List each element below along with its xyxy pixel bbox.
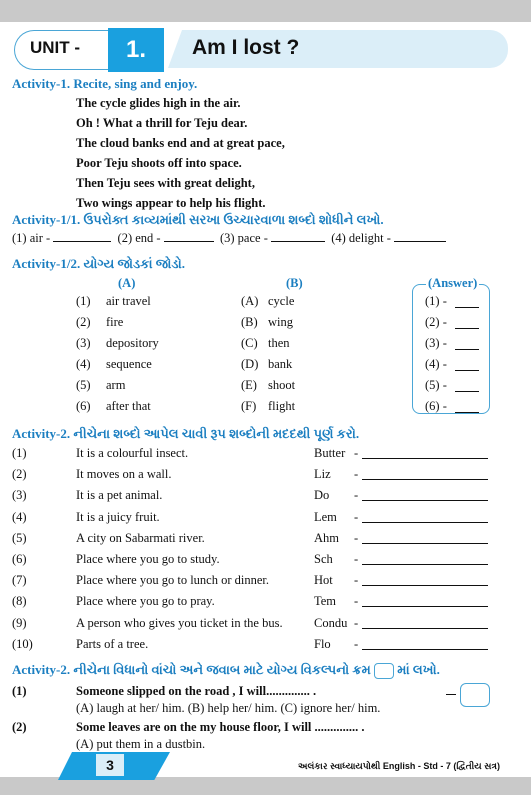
match-item-b: wing (268, 315, 293, 329)
clue-text: It is a pet animal. (76, 488, 163, 503)
match-item-b: then (268, 336, 290, 350)
word-start: Tem (314, 594, 337, 609)
question-text: Some leaves are on the my house floor, I will .............. . (76, 720, 365, 734)
word-blank[interactable] (362, 458, 488, 459)
rhyme-item: (1) air - (12, 231, 51, 245)
word-dash: - (354, 509, 359, 524)
option-box-icon (374, 663, 394, 679)
clue-text: Place where you go to pray. (76, 594, 215, 609)
unit-label: UNIT - (30, 38, 81, 57)
clue-number: (1) (12, 446, 27, 460)
word-blank[interactable] (362, 585, 488, 586)
match-item-b: cycle (268, 294, 295, 308)
clue-text: It is a juicy fruit. (76, 509, 160, 524)
clue-number: (6) (12, 552, 27, 566)
word-blank[interactable] (362, 522, 488, 523)
match-letter: (A) (241, 294, 259, 308)
clue-text: It moves on a wall. (76, 467, 172, 482)
unit-title: Am I lost ? (192, 36, 300, 59)
column-b-header: (B) (286, 276, 303, 290)
match-number: (6) (76, 399, 91, 413)
activity-1-2-title: Activity-1/2. યોગ્ય જોડકાં જોડો. (12, 256, 185, 271)
answer-label: (1) - (425, 294, 447, 308)
answer-blank[interactable] (455, 370, 479, 371)
word-blank[interactable] (362, 564, 488, 565)
match-item-b: flight (268, 399, 296, 413)
word-start: Condu (314, 615, 348, 630)
word-dash: - (354, 615, 359, 630)
poem-line: Two wings appear to help his flight. (76, 196, 266, 210)
activity-2b-title-b: માં લખો. (397, 662, 440, 677)
clue-text: It is a colourful insect. (76, 446, 189, 460)
clue-text: Parts of a tree. (76, 636, 149, 651)
answer-label: (5) - (425, 378, 447, 392)
clue-number: (7) (12, 573, 27, 588)
word-dash: - (354, 530, 359, 545)
poem-line: Oh ! What a thrill for Teju dear. (76, 116, 248, 130)
answer-label: (2) - (425, 315, 447, 329)
clue-number: (10) (12, 636, 33, 651)
poem-line: Then Teju sees with great delight, (76, 176, 255, 190)
match-item-b: shoot (268, 378, 296, 392)
match-letter: (C) (241, 336, 258, 350)
activity-1-1-title: Activity-1/1. ઉપરોક્ત કાવ્યમાંથી સરખા ઉચ્ચારવાળા શબ્દો શોધીને લખો. (12, 212, 384, 227)
answer-blank[interactable] (455, 349, 479, 350)
word-start: Sch (314, 552, 333, 566)
rhyme-item: (4) delight - (331, 231, 391, 245)
word-dash: - (354, 552, 359, 566)
word-dash: - (354, 594, 359, 609)
match-number: (4) (76, 357, 91, 371)
answer-header: (Answer) (428, 276, 478, 290)
match-item-a: arm (106, 378, 126, 392)
question-options: (A) laugh at her/ him. (B) help her/ him. (C) ignore her/ him. (76, 701, 381, 715)
answer-blank[interactable] (455, 307, 479, 308)
word-blank[interactable] (362, 543, 488, 544)
page-number: 3 (96, 754, 124, 776)
word-start: Liz (314, 467, 331, 482)
question-text: Someone slipped on the road , I will.............. . (76, 684, 317, 698)
word-dash: - (354, 488, 359, 503)
clue-number: (9) (12, 615, 27, 630)
word-start: Do (314, 488, 330, 503)
top-band (0, 0, 531, 22)
answer-blank[interactable] (455, 391, 479, 392)
clue-text: A person who gives you ticket in the bus. (76, 615, 283, 630)
word-start: Hot (314, 573, 333, 588)
clue-number: (5) (12, 530, 27, 545)
question-number: (1) (12, 684, 27, 698)
answer-blank[interactable] (455, 328, 479, 329)
match-item-a: sequence (106, 357, 152, 371)
answer-box[interactable] (460, 683, 490, 707)
rhyme-item: (3) pace - (219, 231, 268, 245)
activity-2b-title-a: Activity-2. નીચેના વિધાનો વાંચો અને જવાબ માટે યોગ્ય વિકલ્પનો ક્રમ (12, 662, 371, 677)
poem-line: The cycle glides high in the air. (76, 96, 241, 110)
answer-blank[interactable] (394, 231, 446, 242)
rhyme-fill-row (12, 231, 446, 246)
match-item-a: fire (106, 315, 124, 329)
clue-text: A city on Sabarmati river. (76, 530, 205, 545)
match-letter: (E) (241, 378, 257, 392)
match-number: (5) (76, 378, 91, 392)
match-letter: (D) (241, 357, 259, 371)
word-start: Butter (314, 446, 346, 460)
clue-number: (3) (12, 488, 27, 503)
poem-line: The cloud banks end and at great pace, (76, 136, 285, 150)
column-a-header: (A) (118, 276, 136, 290)
clue-text: Place where you go to lunch or dinner. (76, 573, 270, 588)
answer-dash (446, 694, 456, 695)
word-blank[interactable] (362, 479, 488, 480)
word-blank[interactable] (362, 500, 488, 501)
match-item-a: depository (106, 336, 159, 350)
activity-1-title: Activity-1. Recite, sing and enjoy. (12, 76, 198, 91)
word-start: Lem (314, 509, 337, 524)
question-option: (A) put them in a dustbin. (76, 737, 206, 751)
word-dash: - (354, 573, 359, 588)
word-dash: - (354, 467, 359, 482)
answer-blank[interactable] (53, 231, 111, 242)
footer-text: અલંકાર સ્વાધ્યાયપોથી English - Std - 7 (દ્વિતીય સત્ર) (298, 761, 500, 771)
poem-line: Poor Teju shoots off into space. (76, 156, 242, 170)
word-dash: - (354, 446, 359, 460)
match-letter: (F) (241, 399, 257, 413)
clue-number: (8) (12, 594, 27, 609)
word-start: Flo (314, 636, 331, 651)
match-item-a: after that (106, 399, 151, 413)
clue-number: (2) (12, 467, 27, 482)
match-number: (1) (76, 294, 91, 308)
answer-label: (3) - (425, 336, 447, 350)
activity-2b-title (12, 662, 440, 679)
unit-header (0, 28, 531, 72)
word-blank[interactable] (362, 649, 488, 650)
match-item-a: air travel (106, 294, 151, 308)
match-number: (2) (76, 315, 91, 329)
match-item-b: bank (268, 357, 293, 371)
match-letter: (B) (241, 315, 258, 329)
unit-number: 1. (108, 28, 164, 72)
answer-blank[interactable] (271, 231, 325, 242)
word-blank[interactable] (362, 606, 488, 607)
match-number: (3) (76, 336, 91, 350)
answer-blank[interactable] (164, 231, 214, 242)
answer-label: (6) - (425, 399, 447, 413)
word-start: Ahm (314, 530, 339, 545)
word-dash: - (354, 636, 359, 651)
answer-blank[interactable] (455, 412, 479, 413)
activity-2-title: Activity-2. નીચેના શબ્દો આપેલ ચાવી રૂપ શબ્દોની મદદથી પૂર્ણ કરો. (12, 426, 360, 441)
rhyme-item: (2) end - (117, 231, 161, 245)
clue-number: (4) (12, 509, 27, 524)
clue-text: Place where you go to study. (76, 552, 220, 566)
poem (76, 93, 285, 213)
answer-label: (4) - (425, 357, 447, 371)
question-number: (2) (12, 720, 27, 734)
word-blank[interactable] (362, 628, 488, 629)
